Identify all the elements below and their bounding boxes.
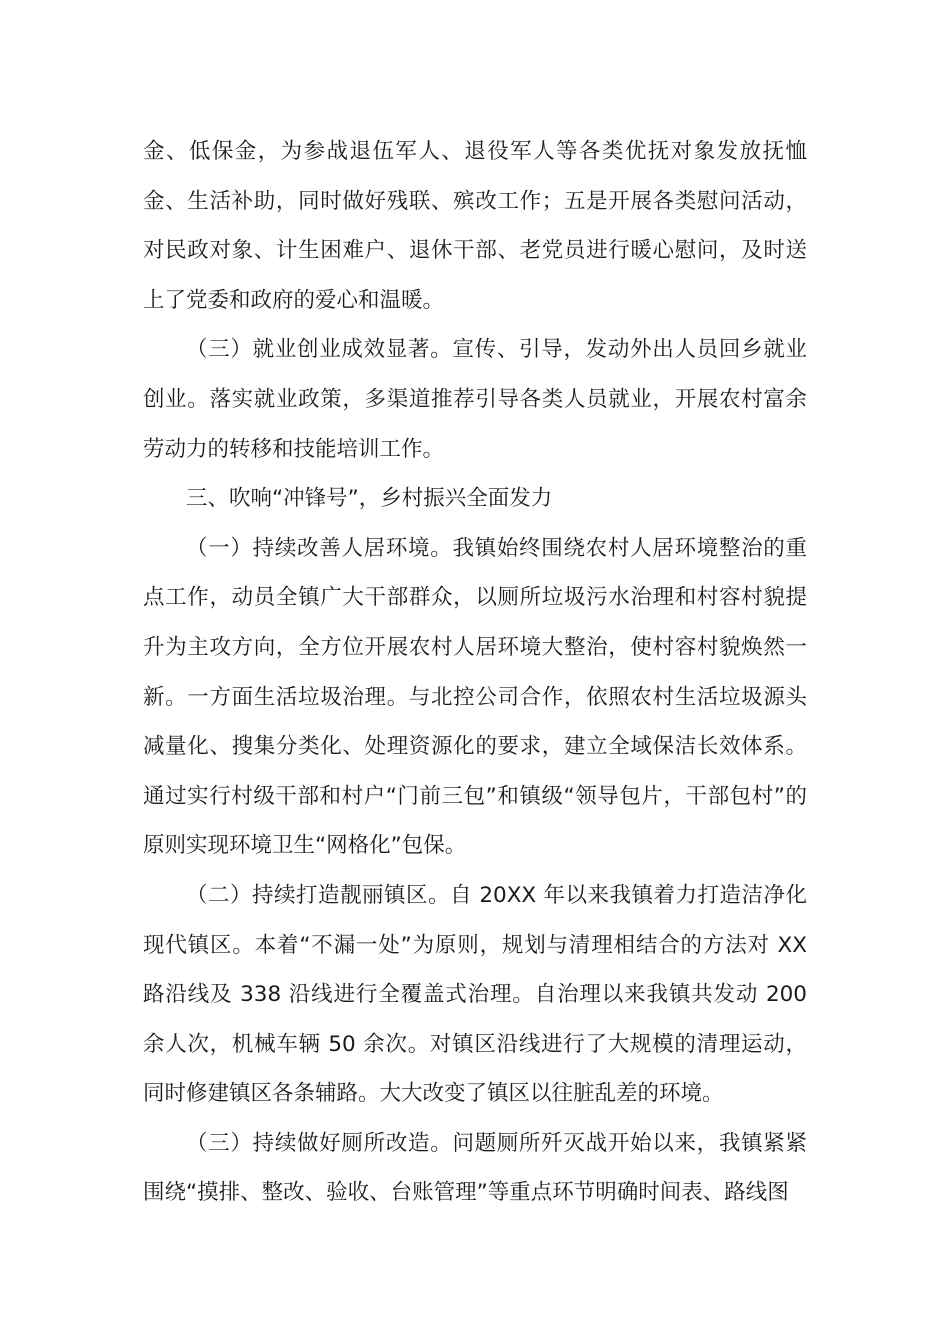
paragraph-toilet-renovation: （三）持续做好厕所改造。问题厕所歼灭战开始以来，我镇紧紧围绕“摸排、整改、验收、台账管理”等重点环节明确时间表、路线图 (143, 1130, 807, 1206)
section-heading-rural-revitalization: 三、吹响“冲锋号”，乡村振兴全面发力 (186, 486, 553, 512)
paragraph-town-area: （二）持续打造靓丽镇区。自 20XX 年以来我镇着力打造洁净化现代镇区。本着“不漏一处”为原则，规划与清理相结合的方法对 XX 路沿线及 338 沿线进行全覆盖式治理。自治理以来我镇共发动 200 余人次，机械车辆 50 余次。对镇区沿线进行了大规模的清理运动，同时修建镇区各条辅路。大大改变了镇区以往脏乱差的环境。 (143, 882, 807, 1107)
paragraph-living-environment: （一）持续改善人居环境。我镇始终围绕农村人居环境整治的重点工作，动员全镇广大干部群众，以厕所垃圾污水治理和村容村貌提升为主攻方向，全方位开展农村人居环境大整治，使村容村貌焕然一新。一方面生活垃圾治理。与北控公司合作，依照农村生活垃圾源头减量化、搜集分类化、处理资源化的要求，建立全域保洁长效体系。通过实行村级干部和村户“门前三包”和镇级“领导包片，干部包村”的原则实现环境卫生“网格化”包保。 (143, 535, 807, 859)
document-body (143, 127, 807, 1218)
paragraph-continuation: 金、低保金，为参战退伍军人、退役军人等各类优抚对象发放抚恤金、生活补助，同时做好残联、殡改工作；五是开展各类慰问活动，对民政对象、计生困难户、退休干部、老党员进行暖心慰问，及时送上了党委和政府的爱心和温暖。 (143, 139, 807, 313)
paragraph-employment: （三）就业创业成效显著。宣传、引导，发动外出人员回乡就业创业。落实就业政策，多渠道推荐引导各类人员就业，开展农村富余劳动力的转移和技能培训工作。 (143, 337, 807, 462)
